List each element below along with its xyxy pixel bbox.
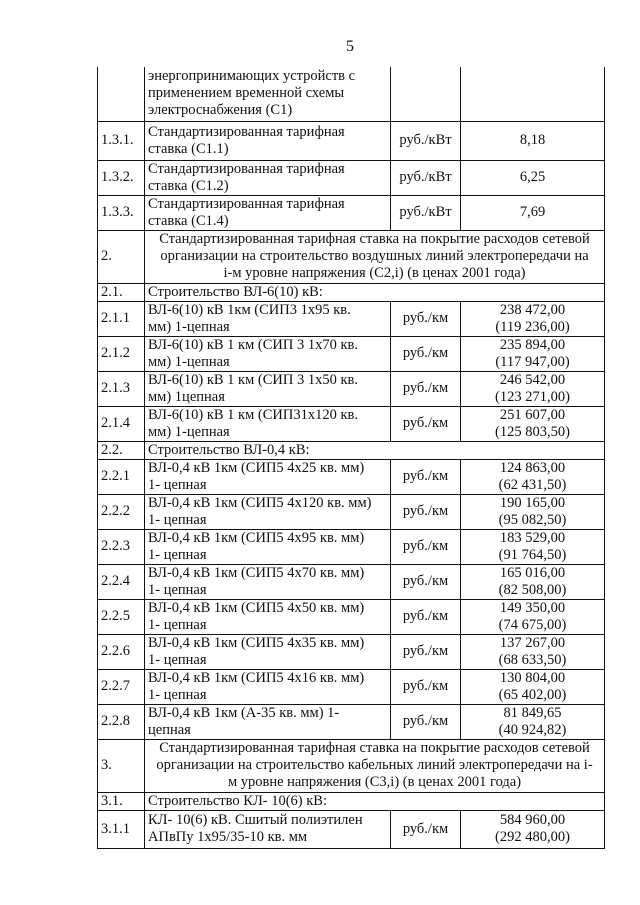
rate-value: 149 350,00 (74 675,00) [461,599,605,634]
tariff-rates-table [97,67,605,849]
rate-value: 190 165,00 (95 082,50) [461,494,605,529]
row-number: 2.2.8 [98,704,145,739]
row-number: 3. [98,739,145,792]
rate-value: 246 542,00 (123 271,00) [461,371,605,406]
unit: руб./кВт [391,195,461,230]
section-title: Стандартизированная тарифная ставка на покрытие расходов сетевой организации на строительство воздушных линий электропередачи на i-м уровне напряжения (С2,i) (в ценах 2001 года) [145,230,605,283]
table-row [98,160,605,195]
rate-value: 6,25 [461,160,605,195]
item-name: Стандартизированная тарифная ставка (С1.2) [145,160,391,195]
row-number: 2.1.4 [98,406,145,441]
subsection-title: Строительство ВЛ-0,4 кВ: [145,441,605,459]
unit: руб./км [391,810,461,848]
unit: руб./км [391,669,461,704]
item-name: ВЛ-0,4 кВ 1км (СИП5 4х120 кв. мм) 1- цепная [145,494,391,529]
subsection-title: Строительство КЛ- 10(6) кВ: [145,792,605,810]
item-name: КЛ- 10(6) кВ. Сшитый полиэтилен АПвПу 1х95/35-10 кв. мм [145,810,391,848]
table-row [98,529,605,564]
subsection-header-row [98,283,605,301]
section-header-row [98,230,605,283]
rate-value: 238 472,00 (119 236,00) [461,301,605,336]
item-name: ВЛ-0,4 кВ 1км (СИП5 4х70 кв. мм) 1- цепная [145,564,391,599]
unit: руб./км [391,529,461,564]
row-number: 2.1.2 [98,336,145,371]
rate-value: 130 804,00 (65 402,00) [461,669,605,704]
table-row [98,195,605,230]
row-number: 2.2.3 [98,529,145,564]
unit: руб./кВт [391,121,461,160]
item-name: энергопринимающих устройств с применением временной схемы электроснабжения (С1) [145,67,391,121]
subsection-header-row [98,441,605,459]
unit: руб./км [391,494,461,529]
row-number: 2.1.1 [98,301,145,336]
rate-value: 584 960,00 (292 480,00) [461,810,605,848]
rate-value: 124 863,00 (62 431,50) [461,459,605,494]
row-number: 2.1.3 [98,371,145,406]
row-number: 1.3.3. [98,195,145,230]
rate-value: 81 849,65 (40 924,82) [461,704,605,739]
rate-value: 183 529,00 (91 764,50) [461,529,605,564]
item-name: ВЛ-0,4 кВ 1км (СИП5 4х95 кв. мм) 1- цепная [145,529,391,564]
table-row [98,599,605,634]
unit: руб./км [391,564,461,599]
table-row [98,494,605,529]
item-name: ВЛ-0,4 кВ 1км (СИП5 4х35 кв. мм) 1- цепная [145,634,391,669]
row-number: 3.1. [98,792,145,810]
rate-value: 137 267,00 (68 633,50) [461,634,605,669]
table-row [98,301,605,336]
page-number: 5 [346,38,354,55]
unit: руб./км [391,371,461,406]
row-number: 3.1.1 [98,810,145,848]
item-name: ВЛ-6(10) кВ 1км (СИП3 1х95 кв. мм) 1-цепная [145,301,391,336]
table-row [98,634,605,669]
item-name: ВЛ-0,4 кВ 1км (СИП5 4х50 кв. мм) 1- цепная [145,599,391,634]
unit: руб./км [391,459,461,494]
table-row [98,564,605,599]
section-header-row [98,739,605,792]
row-number: 1.3.2. [98,160,145,195]
unit: руб./км [391,406,461,441]
row-number [98,67,145,121]
item-name: ВЛ-0,4 кВ 1км (СИП5 4х16 кв. мм) 1- цепная [145,669,391,704]
row-number: 1.3.1. [98,121,145,160]
rate-value: 8,18 [461,121,605,160]
unit [391,67,461,121]
row-number: 2.2.4 [98,564,145,599]
item-name: ВЛ-0,4 кВ 1км (А-35 кв. мм) 1- цепная [145,704,391,739]
item-name: ВЛ-6(10) кВ 1 км (СИП 3 1х50 кв. мм) 1цепная [145,371,391,406]
item-name: ВЛ-6(10) кВ 1 км (СИП 3 1х70 кв. мм) 1-цепная [145,336,391,371]
unit: руб./км [391,704,461,739]
row-number: 2.2.2 [98,494,145,529]
subsection-title: Строительство ВЛ-6(10) кВ: [145,283,605,301]
unit: руб./км [391,599,461,634]
row-number: 2.2. [98,441,145,459]
rate-value: 235 894,00 (117 947,00) [461,336,605,371]
item-name: ВЛ-0,4 кВ 1км (СИП5 4х25 кв. мм) 1- цепная [145,459,391,494]
unit: руб./км [391,634,461,669]
unit: руб./км [391,336,461,371]
table-row [98,406,605,441]
item-name: Стандартизированная тарифная ставка (С1.4) [145,195,391,230]
unit: руб./кВт [391,160,461,195]
subsection-header-row [98,792,605,810]
table-row [98,67,605,121]
row-number: 2.2.5 [98,599,145,634]
row-number: 2.2.1 [98,459,145,494]
rate-value: 7,69 [461,195,605,230]
row-number: 2.1. [98,283,145,301]
row-number: 2. [98,230,145,283]
table-row [98,371,605,406]
table-row [98,704,605,739]
table-row [98,121,605,160]
rate-value [461,67,605,121]
unit: руб./км [391,301,461,336]
rate-value: 251 607,00 (125 803,50) [461,406,605,441]
table-row [98,810,605,848]
table-row [98,336,605,371]
row-number: 2.2.6 [98,634,145,669]
table-row [98,459,605,494]
section-title: Стандартизированная тарифная ставка на покрытие расходов сетевой организации на строительство кабельных линий электропередачи на i- м уровне напряжения (С3,i) (в ценах 2001 года) [145,739,605,792]
table-row [98,669,605,704]
item-name: ВЛ-6(10) кВ 1 км (СИП31х120 кв. мм) 1-цепная [145,406,391,441]
item-name: Стандартизированная тарифная ставка (С1.1) [145,121,391,160]
row-number: 2.2.7 [98,669,145,704]
rate-value: 165 016,00 (82 508,00) [461,564,605,599]
